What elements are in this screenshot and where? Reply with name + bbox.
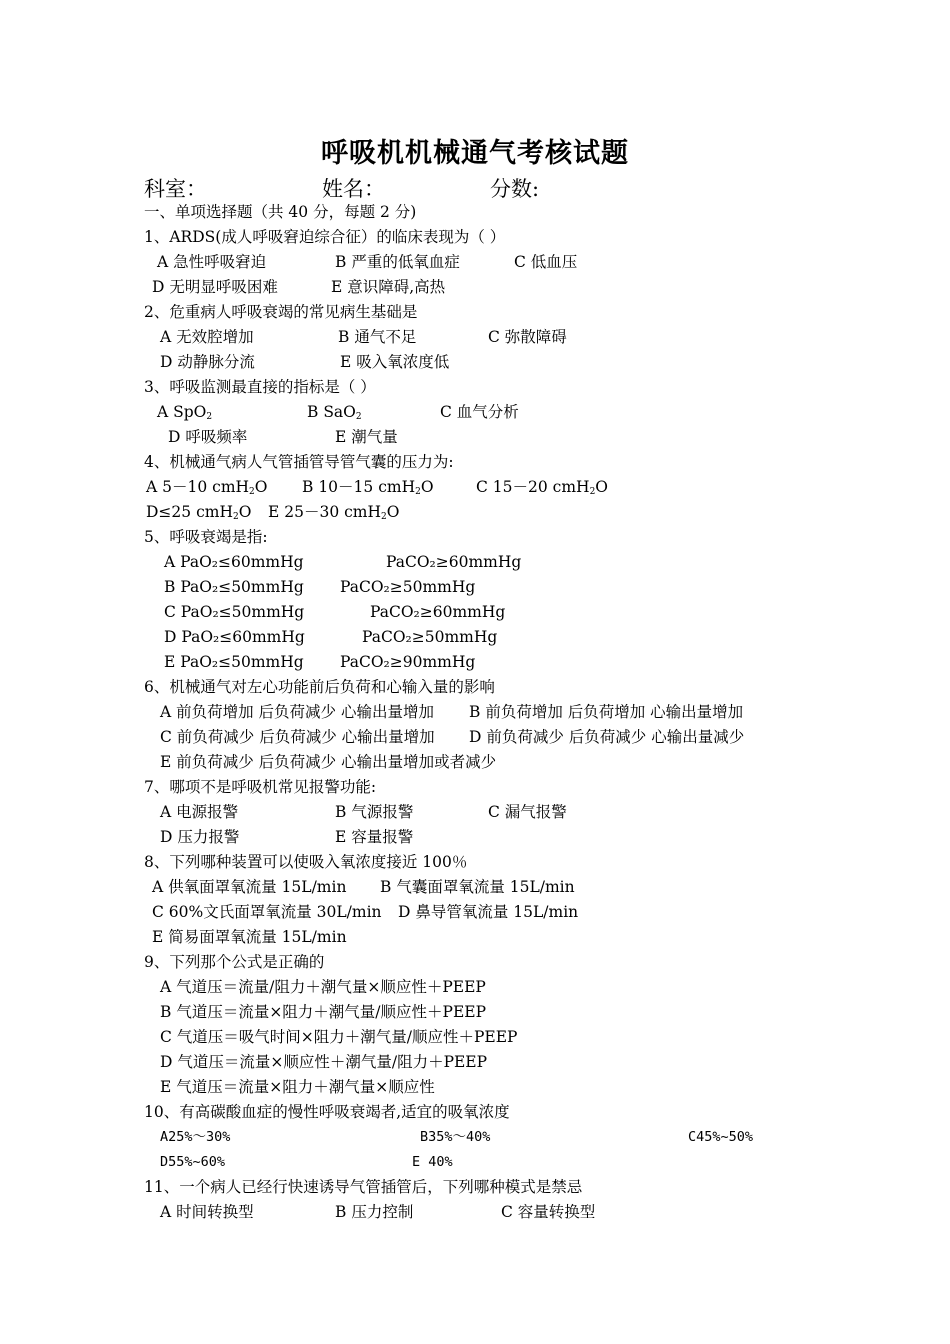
option: E 吸入氧浓度低 (340, 353, 450, 371)
option: A 时间转换型 (160, 1203, 254, 1221)
question-9-stem: 9、下列那个公式是正确的 (144, 953, 325, 971)
option: E 潮气量 (335, 428, 398, 446)
option: D 前负荷减少 后负荷减少 心输出量减少 (469, 728, 745, 746)
question-6-stem: 6、机械通气对左心功能前后负荷和心输入量的影响 (144, 678, 495, 696)
option: B 严重的低氧血症 (335, 253, 460, 271)
option-right: PaCO₂≥60mmHg (370, 603, 506, 621)
option: A SpO$_2$ (157, 403, 213, 422)
option-right: PaCO₂≥90mmHg (340, 653, 476, 671)
question-10-stem: 10、有高碳酸血症的慢性呼吸衰竭者,适宜的吸氧浓度 (144, 1103, 510, 1121)
option: C 低血压 (514, 253, 578, 271)
option-right: PaCO₂≥50mmHg (362, 628, 498, 646)
option: E 前负荷减少 后负荷减少 心输出量增加或者减少 (160, 753, 497, 771)
option: C 弥散障碍 (488, 328, 567, 346)
option: D 呼吸频率 (168, 428, 248, 446)
option: D 鼻导管氧流量 15L/min (398, 903, 579, 921)
score-label: 分数: (490, 177, 540, 201)
option: E 气道压＝流量×阻力＋潮气量×顺应性 (160, 1078, 435, 1096)
option: A 供氧面罩氧流量 15L/min (152, 878, 347, 896)
option: B SaO$_2$ (307, 403, 362, 422)
option: A 急性呼吸窘迫 (157, 253, 267, 271)
option-left: B PaO₂≤50mmHg (164, 578, 304, 596)
option-left: A PaO₂≤60mmHg (164, 553, 304, 571)
question-1-stem: 1、ARDS(成人呼吸窘迫综合征）的临床表现为（ ） (144, 228, 506, 246)
option: C 60%文氏面罩氧流量 30L/min (152, 903, 382, 921)
option: E 容量报警 (335, 828, 414, 846)
option: C 血气分析 (440, 403, 519, 421)
question-5-stem: 5、呼吸衰竭是指: (144, 528, 268, 546)
option: D 动静脉分流 (160, 353, 255, 371)
option: D 压力报警 (160, 828, 240, 846)
option-right: PaCO₂≥50mmHg (340, 578, 476, 596)
option: A 电源报警 (160, 803, 239, 821)
option: D55%~60% (160, 1154, 226, 1170)
option: C45%~50% (688, 1129, 754, 1145)
page-title: 呼吸机机械通气考核试题 (321, 138, 629, 169)
option: D 气道压＝流量×顺应性＋潮气量/阻力＋PEEP (160, 1053, 488, 1071)
option-left: C PaO₂≤50mmHg (164, 603, 305, 621)
option: B 压力控制 (335, 1203, 414, 1221)
question-4-stem: 4、机械通气病人气管插管导管气囊的压力为: (144, 453, 454, 471)
option: C 漏气报警 (488, 803, 567, 821)
option: D≤25 cmH$_2$O (146, 503, 252, 522)
option: E 25－30 cmH$_2$O (268, 503, 400, 522)
question-7-stem: 7、哪项不是呼吸机常见报警功能: (144, 778, 377, 796)
option: B 气囊面罩氧流量 15L/min (380, 878, 575, 896)
option: B 10－15 cmH$_2$O (302, 478, 434, 497)
option: A 5－10 cmH$_2$O (146, 478, 268, 497)
option: A 无效腔增加 (160, 328, 254, 346)
question-8-stem: 8、下列哪种装置可以使吸入氧浓度接近 100％ (144, 853, 468, 871)
option: E 简易面罩氧流量 15L/min (152, 928, 347, 946)
question-11-stem: 11、一个病人已经行快速诱导气管插管后，下列哪种模式是禁忌 (144, 1178, 583, 1196)
option: C 前负荷减少 后负荷减少 心输出量增加 (160, 728, 435, 746)
option: C 气道压＝吸气时间×阻力＋潮气量/顺应性＋PEEP (160, 1028, 518, 1046)
option: E 意识障碍,高热 (331, 278, 446, 296)
option: A 气道压＝流量/阻力＋潮气量×顺应性＋PEEP (160, 978, 486, 996)
question-3-stem: 3、呼吸监测最直接的指标是（ ） (144, 378, 376, 396)
question-2-stem: 2、危重病人呼吸衰竭的常见病生基础是 (144, 303, 418, 321)
section-heading: 一、单项选择题（共 40 分，每题 2 分) (144, 203, 417, 221)
option: C 容量转换型 (501, 1203, 596, 1221)
option: B35%～40% (420, 1129, 491, 1145)
option-left: E PaO₂≤50mmHg (164, 653, 304, 671)
option-left: D PaO₂≤60mmHg (164, 628, 305, 646)
option: C 15－20 cmH$_2$O (476, 478, 609, 497)
option-right: PaCO₂≥60mmHg (386, 553, 522, 571)
option: A 前负荷增加 后负荷减少 心输出量增加 (160, 703, 434, 721)
name-label: 姓名： (322, 177, 385, 201)
option: B 气道压＝流量×阻力＋潮气量/顺应性＋PEEP (160, 1003, 487, 1021)
option: A25%～30% (160, 1129, 231, 1145)
option: E 40% (412, 1154, 453, 1170)
option: B 通气不足 (338, 328, 417, 346)
dept-label: 科室： (144, 177, 207, 201)
option: D 无明显呼吸困难 (152, 278, 278, 296)
option: B 前负荷增加 后负荷增加 心输出量增加 (469, 703, 744, 721)
option: B 气源报警 (335, 803, 414, 821)
